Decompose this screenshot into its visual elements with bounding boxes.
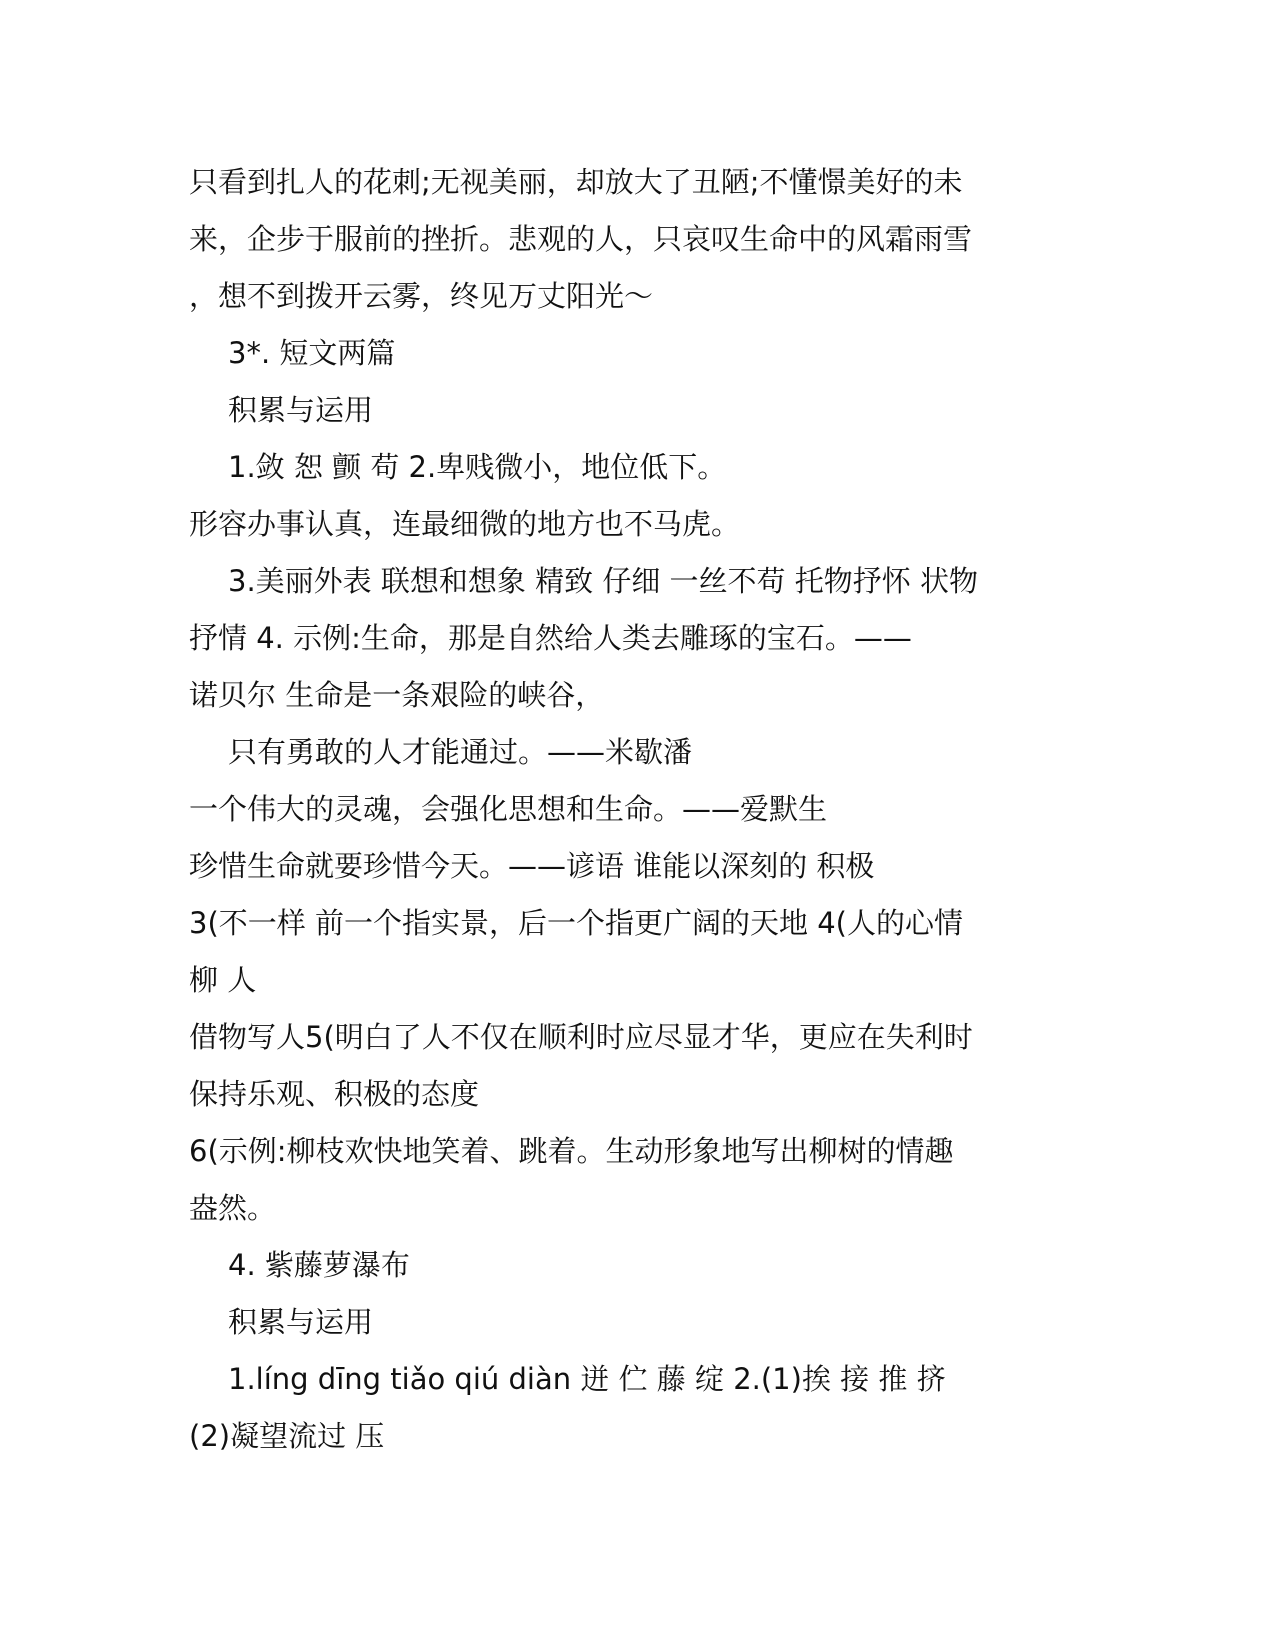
text-line: 3(不一样 前一个指实景，后一个指更广阔的天地 4(人的心情 [189,906,963,940]
document-body [189,154,1089,1465]
text-line: 诺贝尔 生命是一条艰险的峡谷， [189,678,605,712]
text-line: 6(示例:柳枝欢快地笑着、跳着。生动形象地写出柳树的情趣 [189,1134,954,1168]
text-line: 积累与运用 [228,393,374,427]
text-line: 1.敛 恕 颤 苟 2.卑贱微小，地位低下。 [228,450,727,484]
text-line: 只看到扎人的花刺;无视美丽，却放大了丑陋;不懂憬美好的未 [189,165,963,199]
text-line: 3.美丽外表 联想和想象 精致 仔细 一丝不苟 托物抒怀 状物 [228,564,978,598]
text-line: ，想不到拨开云雾，终见万丈阳光～ [189,279,654,313]
text-line: 珍惜生命就要珍惜今天。——谚语 谁能以深刻的 积极 [189,849,875,883]
text-line: 积累与运用 [228,1305,374,1339]
text-line: 柳 人 [189,963,257,997]
text-line: 盎然。 [189,1191,277,1225]
text-line: 形容办事认真，连最细微的地方也不马虎。 [189,507,741,541]
text-line: 只有勇敢的人才能通过。——米歇潘 [228,735,693,769]
text-line: 抒情 4. 示例:生命，那是自然给人类去雕琢的宝石。—— [189,621,912,655]
text-line: (2)凝望流过 压 [189,1419,385,1453]
text-line: 3*. 短文两篇 [228,336,396,370]
text-line: 来，企步于服前的挫折。悲观的人，只哀叹生命中的风霜雨雪 [189,222,973,256]
text-line: 一个伟大的灵魂，会强化思想和生命。——爱默生 [189,792,828,826]
text-line: 4. 紫藤萝瀑布 [228,1248,410,1282]
text-line: 借物写人5(明白了人不仅在顺利时应尽显才华，更应在失利时 [189,1020,973,1054]
text-line: 1.líng dīng tiǎo qiú diàn 迸 伫 藤 绽 2.(1)挨 接 推 挤 [228,1362,946,1396]
text-line: 保持乐观、积极的态度 [189,1077,480,1111]
